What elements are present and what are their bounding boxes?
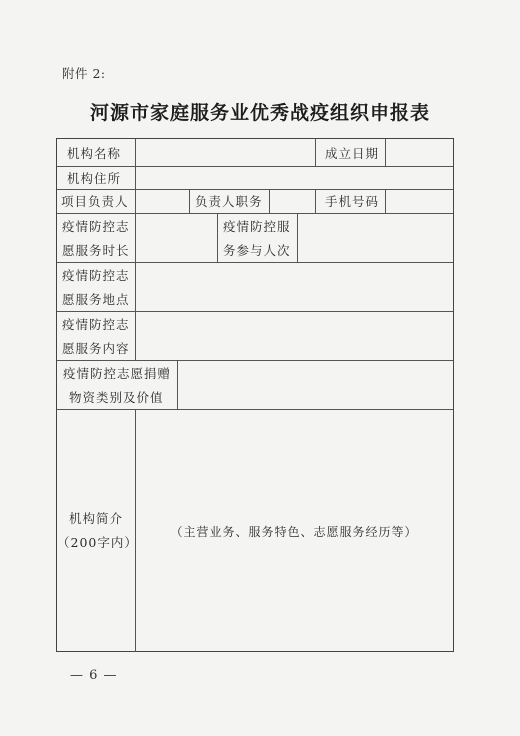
service-location-label-line1: 疫情防控志	[62, 268, 130, 283]
col-divider	[315, 139, 316, 166]
page-number: — 6 —	[70, 668, 118, 683]
volunteer-hours-field[interactable]	[136, 214, 216, 261]
org-intro-label-line1: 机构简介	[68, 511, 123, 526]
org-intro-field[interactable]	[136, 410, 452, 652]
org-address-label: 机构住所	[67, 170, 122, 186]
service-location-label	[62, 264, 130, 312]
col-divider	[189, 189, 190, 213]
service-content-label-line1: 疫情防控志	[62, 317, 130, 332]
org-intro-hint: （主营业务、服务特色、志愿服务经历等）	[170, 524, 418, 539]
form-title: 河源市家庭服务业优秀战疫组织申报表	[89, 102, 430, 124]
application-form-table	[56, 138, 454, 652]
participants-label-line1: 疫情防控服	[223, 219, 291, 234]
project-lead-label: 项目负责人	[61, 194, 129, 209]
org-intro-label-line2: （200字内）	[57, 535, 138, 550]
service-content-label-line2: 愿服务内容	[62, 341, 130, 356]
col-divider	[217, 213, 218, 262]
donation-label	[63, 362, 171, 410]
org-name-field[interactable]	[136, 140, 314, 165]
attachment-label: 附件 2:	[62, 66, 106, 81]
donation-label-line1: 疫情防控志愿捐赠	[63, 366, 172, 381]
project-lead-field[interactable]	[136, 190, 188, 212]
service-location-field[interactable]	[136, 263, 452, 310]
org-intro-label	[57, 410, 138, 652]
col-divider	[315, 189, 316, 213]
participants-label	[223, 215, 291, 263]
phone-label: 手机号码	[325, 194, 380, 209]
participants-label-line2: 务参与人次	[223, 243, 291, 258]
lead-position-field[interactable]	[270, 190, 314, 212]
donation-field[interactable]	[178, 361, 452, 408]
donation-label-line2: 物资类别及价值	[69, 390, 164, 405]
org-name-label: 机构名称	[67, 145, 122, 161]
service-location-label-line2: 愿服务地点	[62, 292, 130, 307]
volunteer-hours-label-line1: 疫情防控志	[62, 219, 130, 234]
founded-date-field[interactable]	[386, 140, 452, 165]
service-content-field[interactable]	[136, 312, 452, 359]
lead-position-label: 负责人职务	[195, 194, 263, 209]
volunteer-hours-label-line2: 愿服务时长	[62, 243, 130, 258]
volunteer-hours-label	[62, 215, 130, 263]
org-address-field[interactable]	[136, 167, 452, 188]
service-content-label	[62, 313, 130, 361]
participants-field[interactable]	[298, 214, 452, 261]
founded-date-label: 成立日期	[325, 145, 380, 161]
phone-field[interactable]	[386, 190, 452, 212]
